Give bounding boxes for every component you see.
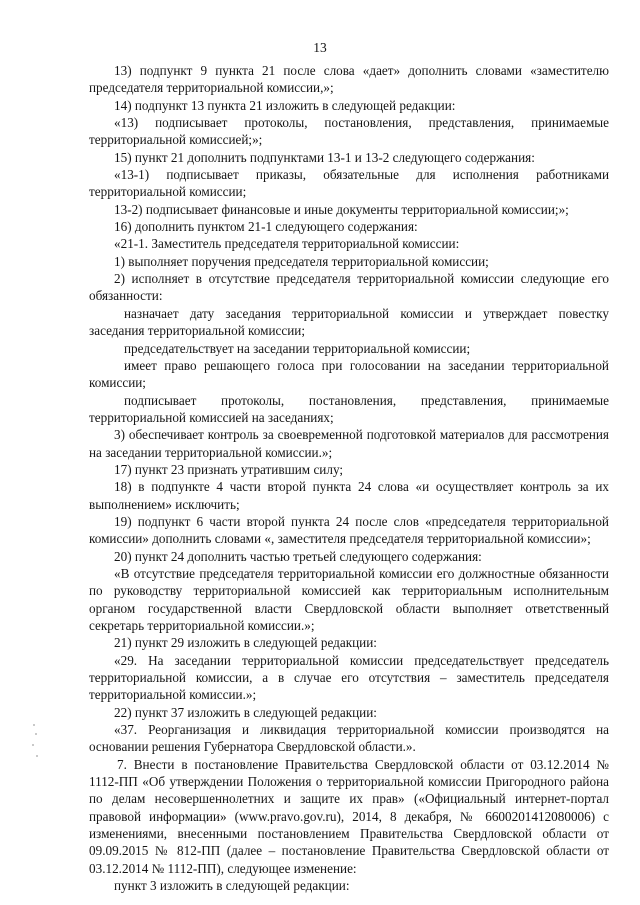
paragraph: 21) пункт 29 изложить в следующей редакции:: [114, 635, 377, 651]
paragraph: имеет право решающего голоса при голосовании на заседании территориальной комиссии;: [89, 357, 609, 391]
paragraph: «13-1) подписывает приказы, обязательные для исполнения работниками территориальной комиссии;: [89, 167, 609, 200]
paragraph: 19) подпункт 6 части второй пункта 24 после слов «председателя территориальной комиссии» дополнить словами «, заместителя председателя территориальной комиссии»;: [89, 513, 609, 547]
paragraph: 18) в подпункте 4 части второй пункта 24 слова «и осуществляет контроль за их выполнением» исключить;: [89, 479, 609, 512]
paragraph: 2) исполняет в отсутствие председателя территориальной комиссии следующие его обязанности:: [89, 271, 609, 304]
paragraph: 14) подпункт 13 пункта 21 изложить в следующей редакции:: [114, 97, 456, 113]
paragraph: 13) подпункт 9 пункта 21 после слова «дает» дополнить словами «заместителю председателя территориальной комиссии,»;: [89, 63, 609, 96]
paragraph: пункт 3 изложить в следующей редакции:: [114, 878, 350, 894]
scan-artifact: [30, 724, 40, 764]
paragraph: 13-2) подписывает финансовые и иные документы территориальной комиссии;»;: [114, 201, 569, 217]
paragraph: «В отсутствие председателя территориальной комиссии его должностные обязанности по руководству территориальной комиссией как территориальным исполнительным органом государственной власти Свердловской области выполняет ответственный секретарь территориальной комиссии.»;: [89, 565, 609, 633]
paragraph: председательствует на заседании территориальной комиссии;: [124, 340, 471, 356]
paragraph: «21-1. Заместитель председателя территориальной комиссии:: [114, 236, 460, 252]
paragraph: 17) пункт 23 признать утратившим силу;: [114, 461, 344, 477]
document-body: [89, 62, 609, 895]
paragraph: 3) обеспечивает контроль за своевременной подготовкой материалов для рассмотрения на заседании территориальной комиссии.»;: [89, 427, 609, 460]
paragraph: подписывает протоколы, постановления, представления, принимаемые территориальной комиссией на заседаниях;: [89, 392, 609, 425]
paragraph: 20) пункт 24 дополнить частью третьей следующего содержания:: [114, 548, 482, 564]
paragraph: назначает дату заседания территориальной комиссии и утверждает повестку заседания территориальной комиссии;: [89, 305, 609, 339]
paragraph: 22) пункт 37 изложить в следующей редакции:: [114, 704, 377, 720]
paragraph: 7. Внести в постановление Правительства Свердловской области от 03.12.2014 № 1112-ПП «Об утверждении Положения о территориальной комиссии Пригородного района по делам несовершеннолетних и защите их прав» («Официальный интернет-портал правовой информации» (www.pravo.gov.ru), 2014, 8 декабря, № 6600201412080006) с изменениями, внесенными постановлением Правительства Свердловской области от 09.09.2015 № 812-ПП (далее – постановление Правительства Свердловской области от 03.12.2014 № 1112-ПП), следующее изменение:: [89, 756, 609, 876]
paragraph: «29. На заседании территориальной комиссии председательствует председатель территориальной комиссии, а в случае его отсутствия – заместитель председателя территориальной комиссии.»;: [89, 652, 609, 703]
paragraph: 15) пункт 21 дополнить подпунктами 13-1 и 13-2 следующего содержания:: [114, 149, 535, 165]
paragraph: 16) дополнить пунктом 21-1 следующего содержания:: [114, 219, 418, 235]
paragraph: «13) подписывает протоколы, постановления, представления, принимаемые территориальной комиссией;»;: [89, 115, 609, 148]
page-number: 13: [313, 40, 327, 55]
paragraph: 1) выполняет поручения председателя территориальной комиссии;: [114, 253, 489, 269]
paragraph: «37. Реорганизация и ликвидация территориальной комиссии производятся на основании решения Губернатора Свердловской области.».: [89, 722, 609, 755]
